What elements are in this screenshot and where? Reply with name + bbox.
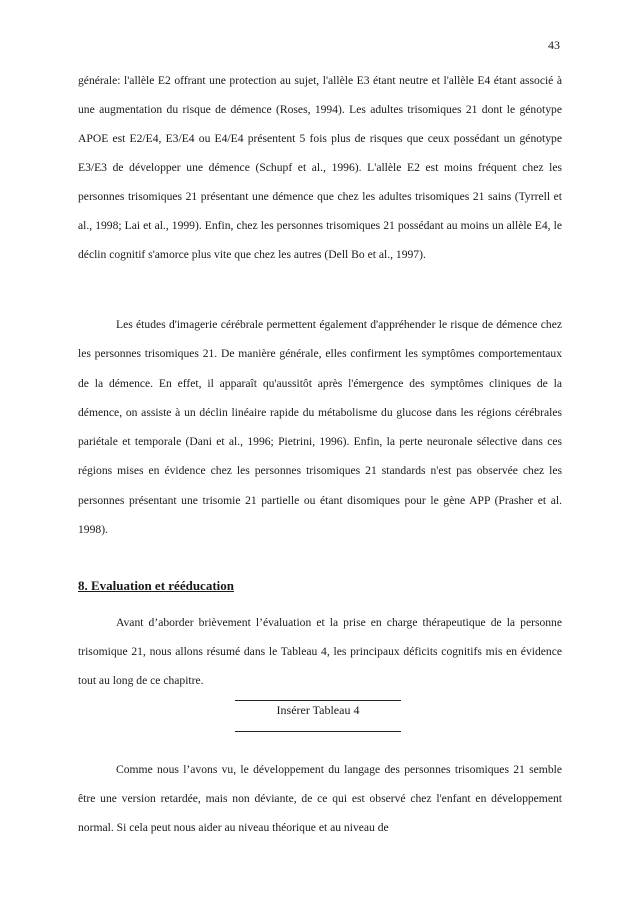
paragraph-language-development: Comme nous l’avons vu, le développement du langage des personnes trisomiques 21 semble être une version retardée, mais non déviante, de ce qui est observé chez l'enfant en développement normal. Si cela peut nous aider au niveau théorique et au niveau de	[78, 763, 562, 834]
bottom-rule	[235, 731, 401, 732]
section-heading: 8. Evaluation et rééducation	[78, 578, 234, 593]
paragraph-evaluation-intro: Avant d’aborder brièvement l’évaluation et la prise en charge thérapeutique de la personne trisomique 21, nous allons résumé dans le Tableau 4, les principaux déficits cognitifs mis en évidence tout au long de ce chapitre.	[78, 616, 562, 687]
paragraph-apoe-alleles: générale: l'allèle E2 offrant une protection au sujet, l'allèle E3 étant neutre et l'allèle E4 étant associé à une augmentation du risque de démence (Roses, 1994). Les adultes trisomiques 21 dont le génotype APOE est E2/E4, E3/E4 ou E4/E4 présentent 5 fois plus de risques que ceux possédant un génotype E3/E3 de développer une démence (Schupf et al., 1996). L'allèle E2 est moins fréquent chez les personnes trisomiques 21 présentant une démence que chez les adultes trisomiques 21 sains (Tyrrell et al., 1998; Lai et al., 1999). Enfin, chez les personnes trisomiques 21 possédant au moins un allèle E4, le déclin cognitif s'amorce plus vite que chez les autres (Dell Bo et al., 1997).	[78, 74, 562, 261]
insert-table-label: Insérer Tableau 4	[276, 703, 360, 717]
page-number: 43	[548, 38, 560, 52]
insert-table-placeholder	[233, 700, 403, 732]
paragraph-brain-imaging: Les études d'imagerie cérébrale permettent également d'appréhender le risque de démence chez les personnes trisomiques 21. De manière générale, elles confirment les symptômes comportementaux de la démence. En effet, il apparaît qu'aussitôt après l'émergence des symptômes cliniques de la démence, on assiste à un déclin linéaire rapide du métabolisme du glucose dans les régions cérébrales pariétale et temporale (Dani et al., 1996; Pietrini, 1996). Enfin, la perte neuronale sélective dans ces régions mises en évidence chez les personnes trisomiques 21 standards n'est pas observée chez les personnes présentant une trisomie 21 partielle ou étant disomiques pour le gène APP (Prasher et al. 1998).	[78, 318, 562, 537]
